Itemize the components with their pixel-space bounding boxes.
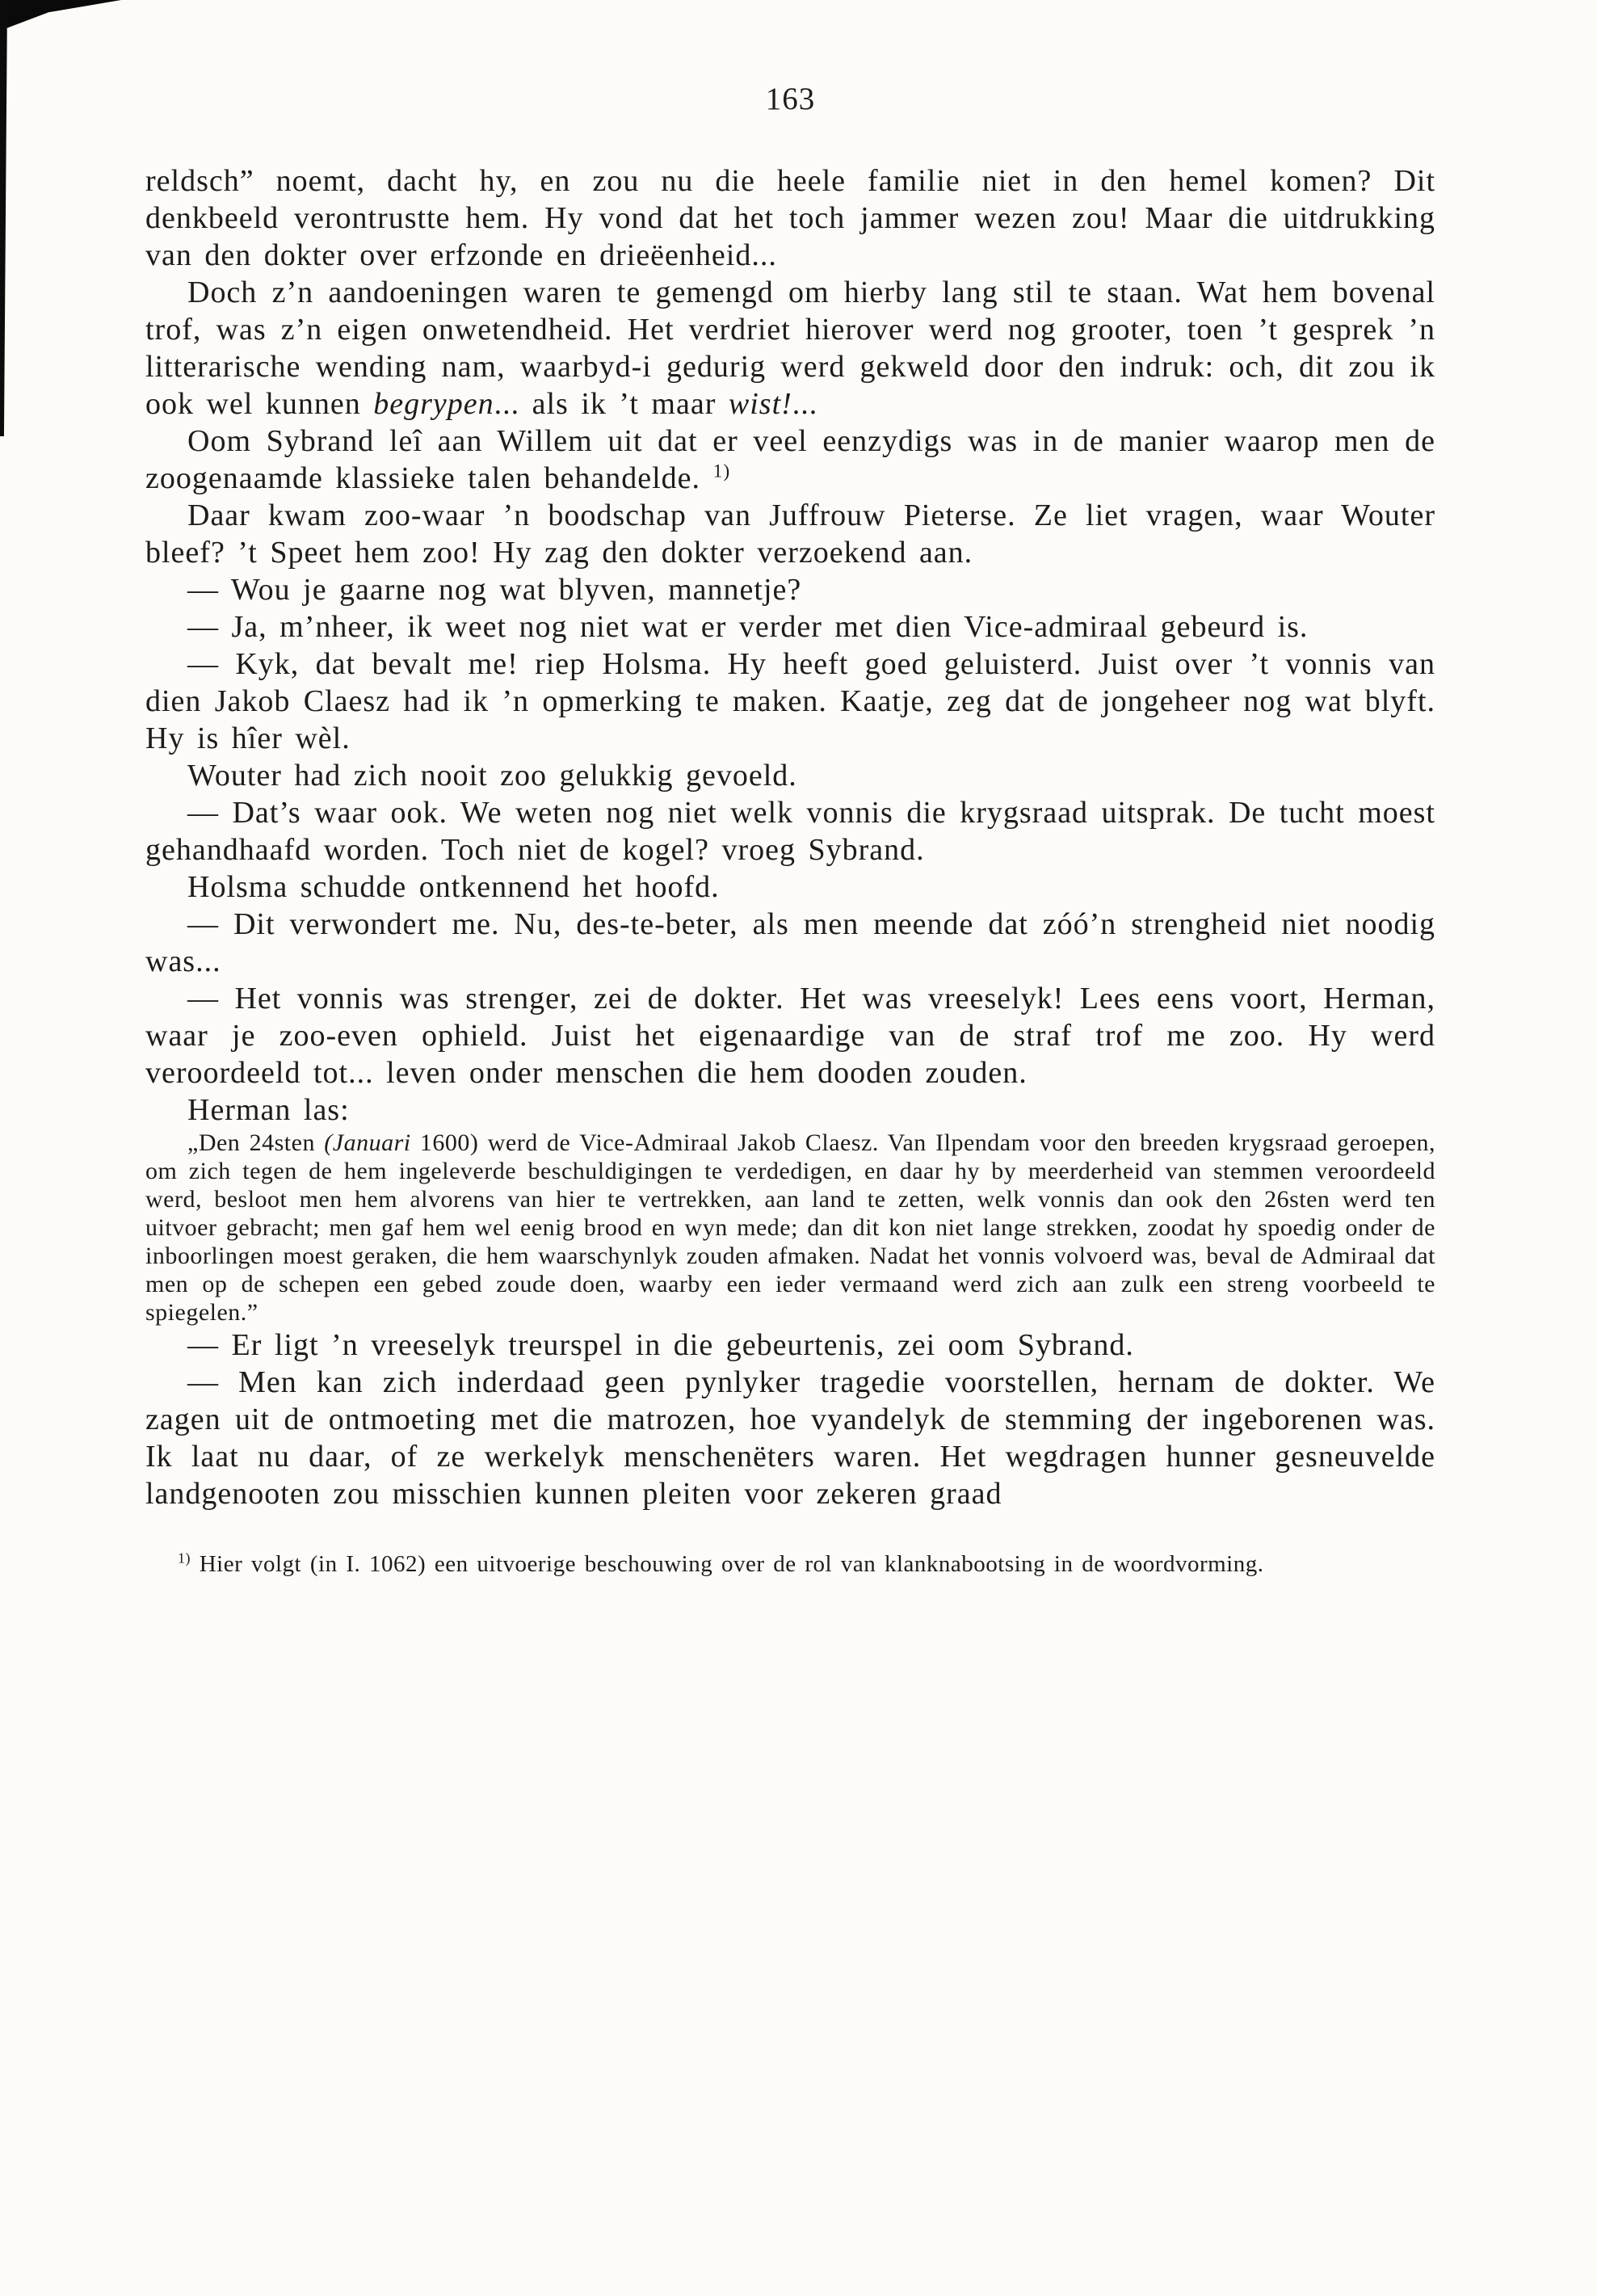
paragraph: Holsma schudde ontkennend het hoofd. <box>187 870 720 904</box>
footnote: $^{1)}$ Hier volgt (in I. 1062) een uitvoerige beschouwing over de rol van klanknabootsing in de woordvorming. <box>178 1550 1264 1577</box>
paragraph: Herman las: <box>187 1093 350 1127</box>
text-body <box>145 162 1435 1512</box>
paragraph: — Dit verwondert me. Nu, des-te-beter, als men meende dat zóó’n strengheid niet noodig was... <box>145 907 1435 978</box>
paragraph: reldsch” noemt, dacht hy, en zou nu die heele familie niet in den hemel komen? Dit denkbeeld verontrustte hem. Hy vond dat het toch jammer wezen zou! Maar die uitdrukking van den dokter over erfzonde en drieëenheid... <box>145 164 1435 272</box>
paragraph: — Wou je gaarne nog wat blyven, mannetje? <box>187 573 802 607</box>
paragraph: — Ja, m’nheer, ik weet nog niet wat er verder met dien Vice-admiraal gebeurd is. <box>187 610 1309 644</box>
paragraph: — Dat’s waar ook. We weten nog niet welk vonnis die krygsraad uitsprak. De tucht moest gehandhaafd worden. Toch niet de kogel? vroeg Sybrand. <box>145 796 1435 867</box>
paragraph: Daar kwam zoo-waar ’n boodschap van Juffrouw Pieterse. Ze liet vragen, waar Wouter bleef? ’t Speet hem zoo! Hy zag den dokter verzoekend aan. <box>145 498 1435 570</box>
paragraph: — Het vonnis was strenger, zei de dokter. Het was vreeselyk! Lees eens voort, Herman, waar je zoo-even ophield. Juist het eigenaardige van de straf trof me zoo. Hy werd veroordeeld tot... leven onder menschen die hem dooden zouden. <box>145 982 1435 1090</box>
paragraph: Oom Sybrand leî aan Willem uit dat er veel eenzydigs was in de manier waarop men de zoogenaamde klassieke talen behandelde. $^{1)}$ <box>145 424 1435 495</box>
page-number: 163 <box>765 82 816 116</box>
paragraph: „Den 24sten (Januari 1600) werd de Vice-Admiraal Jakob Claesz. Van Ilpendam voor den breeden krygsraad geroepen, om zich tegen de hem ingeleverde beschuldigingen te verdedigen, en daar hy by meerderheid van stemmen veroordeeld werd, besloot men hem alvorens van hier te vertrekken, aan land te zetten, welk vonnis dan ook den 26sten werd ten uitvoer gebracht; men gaf hem wel eenig brood en wyn mede; dan dit kon niet lange strekken, zoodat hy spoedig onder de inboorlingen moest geraken, die hem waarschynlyk zouden afmaken. Nadat het vonnis volvoerd was, beval de Admiraal dat men op de schepen een gebed zoude doen, waarby een ieder vermaand werd zich aan zulk een streng voorbeeld te spiegelen.” <box>145 1129 1436 1326</box>
paragraph: — Men kan zich inderdaad geen pynlyker tragedie voorstellen, hernam de dokter. We zagen uit de ontmoeting met die matrozen, hoe vyandelyk de stemming der ingeborenen was. Ik laat nu daar, of ze werkelyk menschenëters waren. Het wegdragen hunner gesneuvelde landgenooten zou misschien kunnen pleiten voor zekeren graad <box>145 1365 1435 1511</box>
paragraph: Doch z’n aandoeningen waren te gemengd om hierby lang stil te staan. Wat hem bovenal trof, was z’n eigen onwetendheid. Het verdriet hierover werd nog grooter, toen ’t gesprek ’n litterarische wending nam, waarbyd-i gedurig werd gekweld door den indruk: och, dit zou ik ook wel kunnen begrypen... als ik ’t maar wist!... <box>145 275 1435 421</box>
paragraph: — Er ligt ’n vreeselyk treurspel in die gebeurtenis, zei oom Sybrand. <box>187 1328 1134 1362</box>
paragraph: Wouter had zich nooit zoo gelukkig gevoeld. <box>187 759 797 793</box>
paragraph: — Kyk, dat bevalt me! riep Holsma. Hy heeft goed geluisterd. Juist over ’t vonnis van dien Jakob Claesz had ik ’n opmerking te maken. Kaatje, zeg dat de jongeheer nog wat blyft. Hy is hîer wèl. <box>145 647 1435 755</box>
